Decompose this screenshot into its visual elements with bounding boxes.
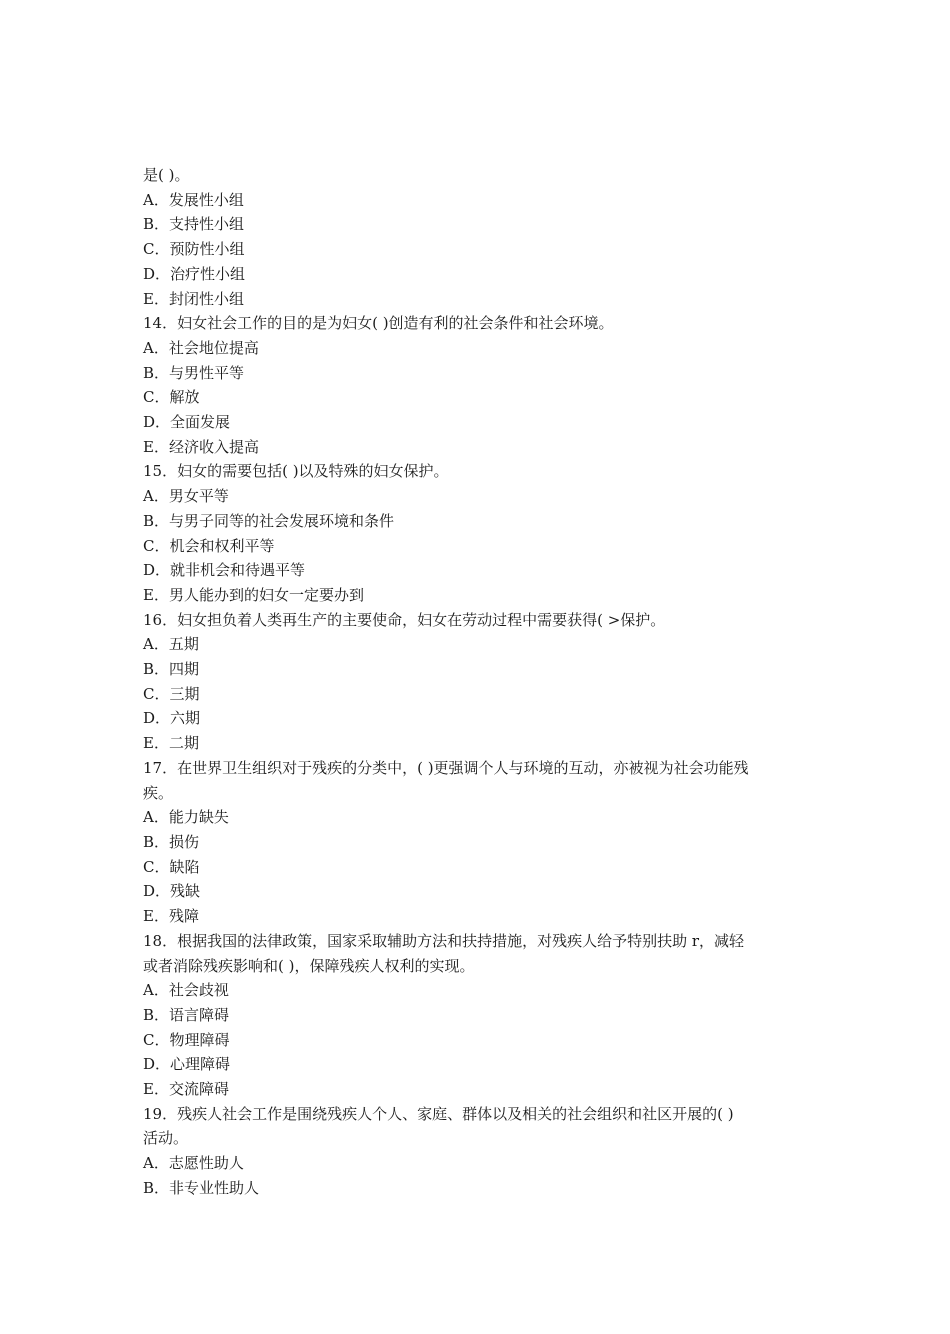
option-line: A．志愿性助人: [143, 1154, 244, 1173]
question-line: 16．妇女担负着人类再生产的主要使命，妇女在劳动过程中需要获得( >保护。: [143, 610, 666, 629]
option-line: D．心理障碍: [143, 1055, 231, 1074]
option-line: E．残障: [143, 907, 199, 926]
option-line: A．社会歧视: [143, 981, 229, 1000]
option-line: B．损伤: [143, 832, 200, 851]
document-page: [143, 163, 808, 1201]
option-line: D．残缺: [143, 882, 201, 901]
question-line: 14．妇女社会工作的目的是为妇女( )创造有利的社会条件和社会环境。: [143, 314, 614, 333]
option-line: D．六期: [143, 709, 201, 728]
option-line: B．与男子同等的社会发展环境和条件: [143, 511, 395, 530]
option-line: D．治疗性小组: [143, 264, 246, 283]
option-line: D．全面发展: [143, 413, 231, 432]
option-line: E．交流障碍: [143, 1080, 229, 1099]
option-line: A．男女平等: [143, 487, 229, 506]
option-line: C．物理障碍: [143, 1030, 230, 1049]
question-line: 17．在世界卫生组织对于残疾的分类中，( )更强调个人与环境的互动，亦被视为社会功能残: [143, 758, 749, 777]
option-line: A．发展性小组: [143, 190, 244, 209]
option-line: E．二期: [143, 734, 199, 753]
option-line: C．预防性小组: [143, 240, 245, 259]
question-line-continued: 或者消除残疾影响和( )，保障残疾人权利的实现。: [143, 956, 475, 975]
question-line: 19．残疾人社会工作是围绕残疾人个人、家庭、群体以及相关的社会组织和社区开展的( ): [143, 1104, 734, 1123]
option-line: A．社会地位提高: [143, 338, 259, 357]
option-line: D．就非机会和待遇平等: [143, 561, 306, 580]
option-line: E．封闭性小组: [143, 289, 244, 308]
option-line: E．经济收入提高: [143, 437, 259, 456]
option-line: C．三期: [143, 684, 200, 703]
question-line: 18．根据我国的法律政策，国家采取辅助方法和扶持措施，对残疾人给予特别扶助 r，减轻: [143, 931, 745, 950]
option-line: B．非专业性助人: [143, 1178, 260, 1197]
option-line: B．与男性平等: [143, 363, 245, 382]
option-line: B．四期: [143, 660, 200, 679]
question-line: 15．妇女的需要包括( )以及特殊的妇女保护。: [143, 462, 449, 481]
option-line: A．能力缺失: [143, 808, 229, 827]
question-line-continued: 疾。: [143, 783, 174, 802]
option-line: C．缺陷: [143, 857, 200, 876]
text-line: 是( )。: [143, 166, 190, 184]
option-line: A．五期: [143, 635, 199, 654]
option-line: C．解放: [143, 388, 200, 407]
question-line-continued: 活动。: [143, 1129, 189, 1148]
option-line: E．男人能办到的妇女一定要办到: [143, 585, 364, 604]
option-line: B．语言障碍: [143, 1005, 230, 1024]
option-line: B．支持性小组: [143, 215, 245, 234]
option-line: C．机会和权利平等: [143, 536, 275, 555]
